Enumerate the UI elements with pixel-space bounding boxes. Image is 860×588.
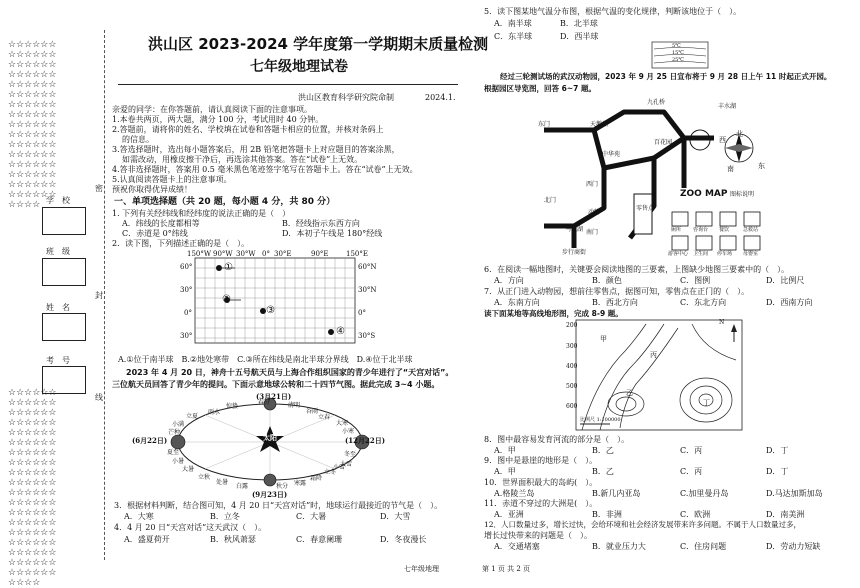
date-label: (9月23日) <box>252 490 288 499</box>
notice-line: 2.答题前，请将你的姓名、学校填在试卷和答题卡相应的位置，并核对条码上 <box>112 125 384 134</box>
name-label: 姓 名 <box>46 303 70 312</box>
q7-option-c[interactable]: C．东北方向 <box>680 298 727 307</box>
date-label: (12月22日) <box>345 436 386 445</box>
q9-option-a[interactable]: A．甲 <box>494 467 516 476</box>
seal-mark-feng: 封 <box>95 291 103 300</box>
issuer: 洪山区教育科学研究院命制 <box>298 93 394 102</box>
grid-point-label: ① <box>224 262 233 273</box>
q5-option-d[interactable]: D．西半球 <box>560 32 599 41</box>
footer-subject: 七年级地理 <box>404 565 439 573</box>
school-field[interactable] <box>42 207 86 235</box>
date-label: (3月21日) <box>256 392 292 401</box>
grid-lat-label-left: 30° <box>180 286 193 294</box>
zoo-label: 百花园 <box>654 139 673 146</box>
compass-label: 南 <box>727 165 734 173</box>
q5-option-b[interactable]: B．北半球 <box>560 19 598 28</box>
solar-term: 清明 <box>288 402 301 409</box>
q2-options[interactable]: A.①位于南半球 B.②地处寒带 C.③所在纬线是南北半球分界线 D.④位于北半球 <box>118 355 413 364</box>
q8-option-c[interactable]: C．丙 <box>680 446 703 455</box>
star-border-bottom: ☆☆☆☆☆☆☆☆☆☆☆☆☆☆☆☆☆☆☆☆☆☆☆☆☆☆☆☆☆☆☆☆☆☆☆☆☆☆☆☆☆☆☆☆☆☆☆☆☆☆☆☆☆☆☆☆☆☆☆☆☆☆☆☆☆☆☆☆☆☆☆☆☆☆☆☆☆☆☆☆☆☆☆☆☆☆☆☆☆☆☆☆☆☆☆☆☆☆☆☆☆☆☆☆☆☆☆☆☆☆☆☆☆☆☆☆☆☆ <box>8 388 57 588</box>
grid-lon-label: 30°E <box>274 250 292 258</box>
grid-lon-label: 150°E <box>346 250 368 258</box>
q11-option-b[interactable]: B．非洲 <box>592 510 622 519</box>
q10-option-b[interactable]: B.新几内亚岛 <box>592 489 641 498</box>
q5-option-a[interactable]: A．南半球 <box>494 19 532 28</box>
notice-line: 5.认真阅读答题卡上的注意事项。 <box>112 175 232 184</box>
page-subtitle: 七年级地理试卷 <box>250 59 348 75</box>
q9-stem: 9．图中是悬崖的地形是（ ）。 <box>484 456 598 465</box>
q1-option-c[interactable]: C．赤道是 0°纬线 <box>122 229 188 238</box>
q12-option-a[interactable]: A．交通堵塞 <box>494 542 540 551</box>
legend-item: 停车场 <box>717 251 733 257</box>
grid-lon-label: 90°W <box>213 250 233 258</box>
q11-stem: 11．赤道不穿过的大洲是( ）。 <box>484 499 598 508</box>
contour-tick: 500 <box>566 383 578 390</box>
grid-lon-label: 0° <box>262 250 270 258</box>
legend-item: 厕所 <box>671 227 682 233</box>
zoo-map-title: ZOO MAP <box>680 189 728 199</box>
q8-option-b[interactable]: B．乙 <box>592 446 614 455</box>
solar-term: 立冬 <box>324 469 337 476</box>
solar-term: 雨水 <box>208 409 221 416</box>
solar-term: 寒露 <box>294 480 307 487</box>
q9-option-c[interactable]: C．丙 <box>680 467 703 476</box>
q3-option-d[interactable]: D．大雪 <box>380 512 411 521</box>
q12-stem: 12．人口数量过多，增长过快，会给环境和社会经济发展带来许多问题。不属于人口数量过多， <box>484 520 802 529</box>
q4-option-c[interactable]: C．春意阑珊 <box>296 535 343 544</box>
q9-option-b[interactable]: B．乙 <box>592 467 614 476</box>
solar-term: 大寒 <box>336 420 349 427</box>
zoo-map <box>534 98 780 258</box>
solar-term: 冬至 <box>344 451 357 458</box>
zoo-label: 马池湖 <box>565 226 584 233</box>
q7-stem: 7．从正门进入动物园，想前往零售点，据图可知，零售点在正门的（ ）。 <box>484 287 750 296</box>
q11-option-d[interactable]: D．南美洲 <box>766 510 805 519</box>
q4-option-d[interactable]: D．冬夜漫长 <box>380 535 427 544</box>
legend-item: 游客中心 <box>668 251 689 257</box>
q3-option-a[interactable]: A．大寒 <box>124 512 154 521</box>
notice-line: 如需改动，用橡皮擦干净后，再选涂其他答案。答在“试卷”上无效。 <box>122 155 363 164</box>
sun-label: 太阳 <box>263 433 277 442</box>
compass-label: 东 <box>758 162 765 170</box>
grid-point-label: ② <box>222 294 231 305</box>
zoo-label: 东门 <box>538 121 551 128</box>
seal-line <box>104 30 105 560</box>
exam-number-field[interactable] <box>42 366 86 394</box>
zoo-label: 零售点 <box>636 205 655 212</box>
notice-line: 3.答选择题时，选出每小题答案后，用 2B 铅笔把答题卡上对应题目的答案涂黑， <box>112 145 400 154</box>
q3-option-c[interactable]: C．大暑 <box>296 512 327 521</box>
isotherm-label: 5℃ <box>672 43 681 49</box>
q1-stem: 1. 下列有关经纬线和经纬度的说法正确的是（ ） <box>112 209 291 218</box>
legend-title: 图标说明 <box>730 191 755 198</box>
grid-lat-label-right: 60°N <box>358 263 377 271</box>
solar-term: 白露 <box>236 483 249 490</box>
star-border-top: ☆☆☆☆☆☆☆☆☆☆☆☆☆☆☆☆☆☆☆☆☆☆☆☆☆☆☆☆☆☆☆☆☆☆☆☆☆☆☆☆☆☆☆☆☆☆☆☆☆☆☆☆☆☆☆☆☆☆☆☆☆☆☆☆☆☆☆☆☆☆☆☆☆☆☆☆☆☆☆☆☆☆☆☆☆☆☆☆☆☆☆☆☆☆☆☆☆☆☆☆ <box>8 40 57 210</box>
notice-line: 的信息。 <box>122 135 154 144</box>
contour-point: 甲 <box>600 335 607 343</box>
q11-option-c[interactable]: C．欧洲 <box>680 510 711 519</box>
q4-option-b[interactable]: B．秋风萧瑟 <box>210 535 256 544</box>
grid-lon-label: 30°W <box>236 250 256 258</box>
scale-label: 比例尺 1:100000 <box>580 417 621 423</box>
page-title: 洪山区 2023-2024 学年度第一学期期末质量检测 <box>148 35 489 53</box>
zoo-label: 动物 <box>588 209 601 216</box>
q10-option-d[interactable]: D.马达加斯加岛 <box>766 489 823 498</box>
name-field[interactable] <box>42 313 86 341</box>
q2-stem: 2．读下图，下列描述正确的是（ ）。 <box>112 239 250 248</box>
q12-option-c[interactable]: C．住房问题 <box>680 542 727 551</box>
q1-option-b[interactable]: B．经线指示东西方向 <box>282 219 360 228</box>
zoo-label: 天鹅湖 <box>590 121 609 128</box>
intro-contour: 读下面某地等高线地形图，完成 8-9 题。 <box>484 309 623 318</box>
solar-term: 处暑 <box>216 479 229 486</box>
isotherm-label: 25℃ <box>672 57 684 63</box>
legend-item: 急救站 <box>743 227 759 233</box>
q5-stem: 5．读下图某地气温分布图，根据气温的变化规律，判断该地位于（ ）。 <box>484 7 742 16</box>
q9-option-d[interactable]: D．丁 <box>766 467 789 476</box>
class-field[interactable] <box>42 258 86 286</box>
intro-zoo-1: 经过三轮测试场的武汉动物园，2023 年 9 月 25 日宣布将于 9 月 28 日上午 11 时起正式开园。 <box>500 72 832 81</box>
solar-term: 小寒 <box>342 428 355 435</box>
q1-option-d[interactable]: D．本初子午线是 180°经线 <box>282 229 383 238</box>
q8-option-d[interactable]: D．丁 <box>766 446 789 455</box>
q7-option-b[interactable]: B．西北方向 <box>592 298 638 307</box>
solar-term: 大暑 <box>182 466 195 473</box>
title-rule <box>118 84 458 85</box>
notice-line: 1.本卷共两页，两大题，满分 100 分，考试用时 40 分钟。 <box>112 115 324 124</box>
zoo-label: 丰水湖 <box>718 103 737 110</box>
issue-date: 2024.1. <box>425 93 456 102</box>
contour-point: 乙 <box>626 389 633 397</box>
solar-term: 惊蛰 <box>226 403 239 410</box>
q3-option-b[interactable]: B．立冬 <box>210 512 240 521</box>
intro-zoo-2: 根据园区导览图，回答 6~7 题。 <box>484 84 596 93</box>
q12-option-d[interactable]: D．劳动力短缺 <box>766 542 821 551</box>
q10-option-a[interactable]: A.格陵兰岛 <box>494 489 535 498</box>
compass-label: 西 <box>719 136 726 144</box>
q6-stem: 6．在阅读一幅地图时，关键要会阅读地图的三要素，上图缺少地图三要素中的（ ）。 <box>484 265 790 274</box>
contour-tick: 300 <box>566 343 578 350</box>
solar-term: 秋分 <box>276 483 289 490</box>
intro-tiangong-1: 2023 年 4 月 20 日，神舟十五号航天员与上海合作组织国家的青少年进行了“天宫对话”。 <box>126 368 454 377</box>
q6-option-c[interactable]: C．图例 <box>680 276 711 285</box>
class-label: 班 级 <box>46 247 70 256</box>
school-label: 学 校 <box>46 196 70 205</box>
grid-lat-label-left: 30° <box>180 332 193 340</box>
zoo-label: 九孔桥 <box>647 99 666 106</box>
compass-label: 北 <box>736 130 743 138</box>
q7-option-d[interactable]: D．西南方向 <box>766 298 813 307</box>
zoo-label: 步行商街 <box>562 249 587 256</box>
q6-option-b[interactable]: B．颜色 <box>592 276 622 285</box>
solar-term: 立秋 <box>198 474 211 481</box>
contour-point: 丁 <box>703 399 710 407</box>
contour-tick: 400 <box>566 363 578 370</box>
grid-point-label: ④ <box>336 326 345 337</box>
solar-term: 立夏 <box>186 413 199 420</box>
seal-mark-xian: 线 <box>95 393 103 402</box>
q6-option-d[interactable]: D．比例尺 <box>766 276 805 285</box>
isotherm-label: 15℃ <box>672 50 684 56</box>
solar-term: 小暑 <box>172 458 185 465</box>
solar-term: 霜降 <box>310 475 323 482</box>
notice-line: 亲爱的同学：在你答题前，请认真阅读下面的注意事项。 <box>112 105 312 114</box>
solar-term: 小满 <box>172 421 185 428</box>
grid-lat-label-right: 0° <box>358 309 366 317</box>
q11-option-a[interactable]: A．亚洲 <box>494 510 524 519</box>
legend-item: 卫生间 <box>693 251 709 257</box>
q3-stem: 3．根据材料判断，结合图可知，4 月 20 日“天宫对话”时，地球运行最接近的节气是（ ）。 <box>114 501 443 510</box>
grid-lat-label-right: 30°S <box>358 332 376 340</box>
grid-lon-label: 150°W <box>187 250 212 258</box>
north-arrow-label: N <box>719 319 725 326</box>
lat-lon-grid <box>195 258 355 343</box>
zoo-label: 北门 <box>544 197 557 204</box>
q4-stem: 4．4 月 20 日“天宫对话”这天武汉（ ）。 <box>114 523 267 532</box>
solar-term: 小雪 <box>333 464 346 471</box>
footer-page-number: 第 1 页 共 2 页 <box>482 565 531 573</box>
solar-term: 芒种 <box>168 429 181 436</box>
section-title: 一、单项选择题（共 20 题，每小题 4 分，共 80 分） <box>114 197 336 207</box>
grid-lat-label-right: 30°N <box>358 286 377 294</box>
contour-tick: 200 <box>566 322 578 329</box>
q12-stem-2: 增长过快带来的问题是（ ）。 <box>484 531 592 540</box>
grid-point-label: ③ <box>266 305 275 316</box>
q8-option-a[interactable]: A．甲 <box>494 446 516 455</box>
legend-item: 餐饮 <box>719 227 730 233</box>
grid-lat-label-left: 0° <box>184 309 192 317</box>
notice-line: 预祝你取得优异成绩！ <box>112 185 192 194</box>
zoo-label: 中华苑 <box>602 151 621 158</box>
contour-tick: 600 <box>566 403 578 410</box>
q10-option-c[interactable]: C.加里曼丹岛 <box>680 489 729 498</box>
legend-item: 母婴室 <box>743 251 759 257</box>
legend-item: 咨询台 <box>693 227 709 233</box>
grid-lon-label: 90°E <box>311 250 329 258</box>
q1-option-a[interactable]: A．纬线的长度都相等 <box>122 219 200 228</box>
solar-term: 谷雨 <box>306 408 319 415</box>
zoo-label: 南门 <box>586 229 599 236</box>
grid-lat-label-left: 60° <box>180 263 193 271</box>
notice-line: 4.答非选择题时，答案用 0.5 毫米黑色笔迹签字笔写在答题卡上。答在“试卷”上无效。 <box>112 165 418 174</box>
q8-stem: 8．图中最容易发育河流的部分是（ ）。 <box>484 435 630 444</box>
intro-tiangong-2: 三位航天员回答了青少年的提问。下面示意地球公转和二十四节气图。据此完成 3~4 小题。 <box>112 380 440 389</box>
q5-option-c[interactable]: C．东半球 <box>494 32 533 41</box>
date-label: (6月22日) <box>132 436 168 445</box>
solar-term: 夏至 <box>167 449 180 456</box>
q10-stem: 10．世界面积最大的岛屿( ）。 <box>484 478 598 487</box>
q6-option-a[interactable]: A．方向 <box>494 276 524 285</box>
exam-number-label: 考 号 <box>46 356 70 365</box>
zoo-label: 西门 <box>586 181 599 188</box>
q4-option-a[interactable]: A．盛夏荷开 <box>124 535 170 544</box>
seal-mark-mi: 密 <box>95 184 103 193</box>
contour-point: 丙 <box>650 351 657 359</box>
q12-option-b[interactable]: B．就业压力大 <box>592 542 646 551</box>
solar-term: 大雪 <box>340 461 353 468</box>
solar-term: 春分 <box>258 399 271 406</box>
solar-term: 立春 <box>318 414 331 421</box>
q7-option-a[interactable]: A．东南方向 <box>494 298 540 307</box>
